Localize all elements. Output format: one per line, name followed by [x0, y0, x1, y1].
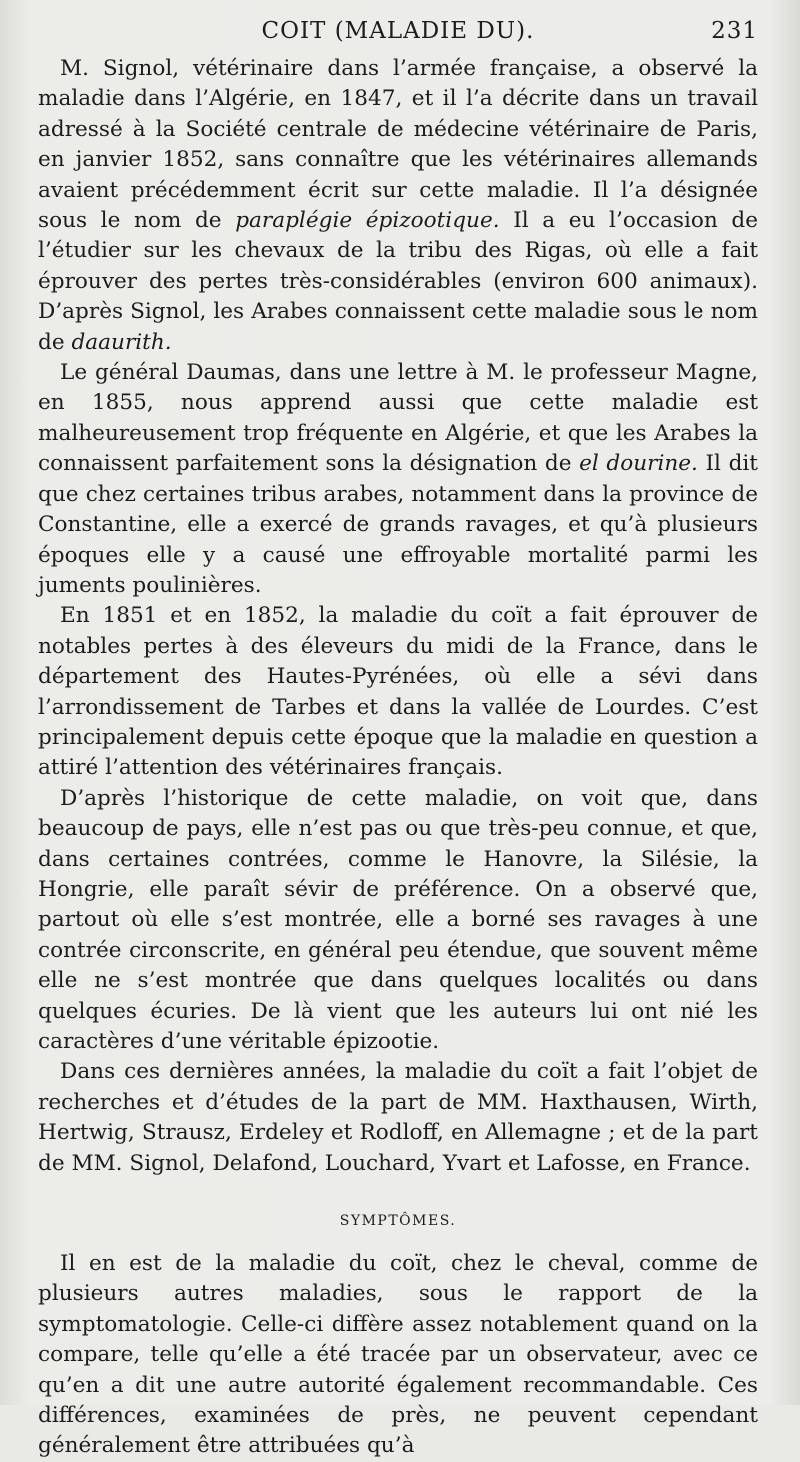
paragraph-symptomes: Il en est de la maladie du coït, chez le cheval, comme de plusieurs autres maladies, sous le rapport de la symptomatologie. Celle-ci diffère assez notablement quand on la compare, telle qu’elle a été tracée par un observateur, avec ce qu’en a dit une autre autorité également recommandable. Ces différences, examinées de près, ne peuvent cependant généralement être attribuées qu’à: [38, 1251, 758, 1459]
paragraph-signol: [38, 54, 758, 358]
running-head: [38, 14, 758, 54]
text-run: Il dit que chez certaines tribus arabes, notamment dans la province de Constantine, elle a exercé de grands ravages, et qu’à plusieurs époques elle y a causé une effroyable mortalité parmi les juments poulinières.: [38, 451, 758, 598]
paragraph-recherches: Dans ces dernières années, la maladie du coït a fait l’objet de recherches et d’études de la part de MM. Haxthausen, Wirth, Hertwig, Strausz, Erdeley et Rodloff, en Allemagne ; et de la part de MM. Signol, Delafond, Louchard, Yvart et Lafosse, en France.: [38, 1059, 758, 1176]
italic-term: el dourine.: [579, 451, 698, 477]
running-title: COIT (MALADIE DU).: [261, 18, 535, 44]
italic-term: daaurith.: [71, 329, 172, 355]
text-run: M. Signol, vétérinaire dans l’armée française, a observé la maladie dans l’Algérie, en 1847, et il l’a décrite dans un travail adressé à la Société centrale de médecine vétérinaire de Paris, en janvier 1852, sans connaître que les vétérinaires allemands avaient précédemment écrit sur cette maladie. Il l’a désignée sous le nom de: [38, 56, 758, 234]
paragraph-daumas: [38, 358, 758, 601]
text-run: Il a eu l’occasion de l’étudier sur les chevaux de la tribu des Rigas, où elle a fait éprouver des pertes très-considérables (environ 600 animaux). D’après Signol, les Arabes connaissent cette maladie sous le nom de: [38, 208, 758, 355]
text-run: Le général Daumas, dans une lettre à M. le professeur Magne, en 1855, nous apprend aussi que cette maladie est malheureusement trop fréquente en Algérie, et que les Arabes la connaissent parfaitement sons la désignation de: [38, 360, 758, 477]
paragraph-france: En 1851 et en 1852, la maladie du coït a fait éprouver de notables pertes à des éleveurs du midi de la France, dans le département des Hautes-Pyrénées, où elle a sévi dans l’arrondissement de Tarbes et dans la vallée de Lourdes. C’est principalement depuis cette époque que la maladie en question a attiré l’attention des vétérinaires français.: [38, 603, 758, 781]
italic-term: paraplégie épizootique.: [235, 208, 500, 234]
paragraph-historique: D’après l’historique de cette maladie, on voit que, dans beaucoup de pays, elle n’est pas ou que très-peu connue, et que, dans certaines contrées, comme le Hanovre, la Silésie, la Hongrie, elle paraît sévir de préférence. On a observé que, partout où elle s’est montrée, elle a borné ses ravages à une contrée circonscrite, en général peu étendue, que souvent même elle ne s’est montrée que dans quelques localités ou dans quelques écuries. De là vient que les auteurs lui ont nié les caractères d’une véritable épizootie.: [38, 785, 758, 1054]
section-heading: SYMPTÔMES.: [339, 1213, 457, 1230]
page-number: 231: [711, 18, 758, 44]
